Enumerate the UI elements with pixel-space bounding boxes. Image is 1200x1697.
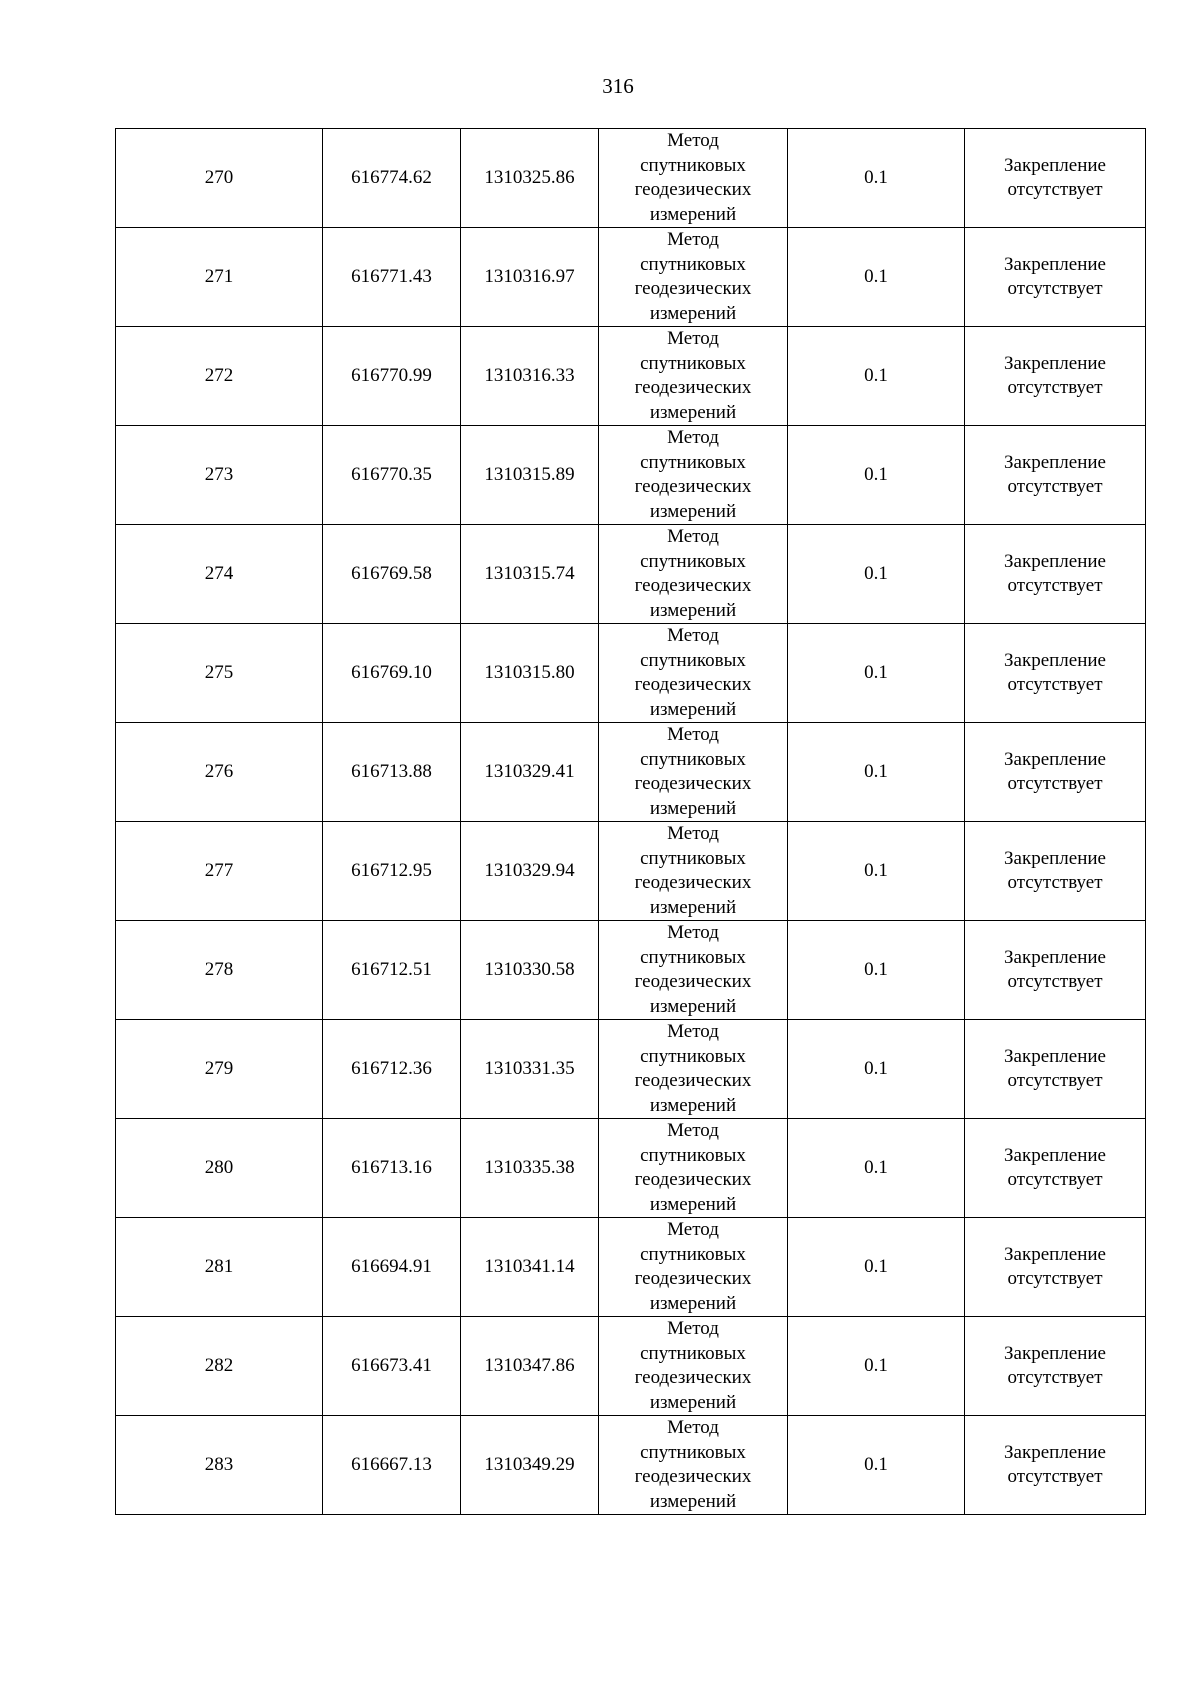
x-coordinate-cell: 616673.41 [323, 1317, 461, 1416]
fixation-text-line: отсутствует [1007, 476, 1103, 497]
method-text-line: измерений [649, 1193, 737, 1215]
point-number-cell: 273 [116, 426, 323, 525]
fixation-cell [965, 1020, 1146, 1119]
y-coordinate-cell: 1310341.14 [461, 1218, 599, 1317]
method-text-line: измерений [649, 1292, 737, 1314]
fixation-text-line: отсутствует [1007, 377, 1103, 398]
y-coordinate-cell: 1310349.29 [461, 1416, 599, 1515]
accuracy-cell: 0.1 [788, 327, 965, 426]
fixation-cell [965, 426, 1146, 525]
method-text-line: геодезических [634, 773, 752, 794]
fixation-cell [965, 1317, 1146, 1416]
fixation-cell [965, 129, 1146, 228]
method-text-line: геодезических [634, 377, 752, 398]
point-number-cell: 271 [116, 228, 323, 327]
point-number-cell: 279 [116, 1020, 323, 1119]
point-number-cell: 275 [116, 624, 323, 723]
table-row [116, 921, 1146, 1020]
x-coordinate-cell: 616771.43 [323, 228, 461, 327]
method-text-line: спутниковых [640, 1045, 746, 1067]
y-coordinate-cell: 1310316.97 [461, 228, 599, 327]
fixation-text-line: Закрепление [1004, 1144, 1106, 1166]
method-text-line: геодезических [634, 575, 752, 596]
method-text-line: Метод [667, 1021, 719, 1042]
fixation-text-line: Закрепление [1004, 1441, 1106, 1463]
table-row [116, 1218, 1146, 1317]
method-text-line: измерений [649, 599, 737, 621]
y-coordinate-cell: 1310325.86 [461, 129, 599, 228]
method-text-line: Метод [667, 130, 719, 151]
table-row [116, 723, 1146, 822]
method-text-line: спутниковых [640, 1144, 746, 1166]
accuracy-cell: 0.1 [788, 624, 965, 723]
table-row [116, 822, 1146, 921]
table-row [116, 1416, 1146, 1515]
accuracy-cell: 0.1 [788, 129, 965, 228]
method-text-line: спутниковых [640, 352, 746, 374]
method-text-line: измерений [649, 995, 737, 1017]
method-text-line: измерений [649, 302, 737, 324]
accuracy-cell: 0.1 [788, 426, 965, 525]
table-row [116, 327, 1146, 426]
point-number-cell: 276 [116, 723, 323, 822]
fixation-text-line: Закрепление [1004, 550, 1106, 572]
method-text-line: геодезических [634, 1367, 752, 1388]
table-body [116, 129, 1146, 1515]
method-text-line: геодезических [634, 1466, 752, 1487]
method-cell [599, 921, 788, 1020]
method-text-line: Метод [667, 526, 719, 547]
y-coordinate-cell: 1310316.33 [461, 327, 599, 426]
y-coordinate-cell: 1310331.35 [461, 1020, 599, 1119]
point-number-cell: 281 [116, 1218, 323, 1317]
fixation-cell [965, 723, 1146, 822]
accuracy-cell: 0.1 [788, 723, 965, 822]
method-cell [599, 327, 788, 426]
x-coordinate-cell: 616770.99 [323, 327, 461, 426]
fixation-text-line: Закрепление [1004, 847, 1106, 869]
method-text-line: спутниковых [640, 748, 746, 770]
method-text-line: измерений [649, 1094, 737, 1116]
accuracy-cell: 0.1 [788, 1119, 965, 1218]
y-coordinate-cell: 1310329.94 [461, 822, 599, 921]
x-coordinate-cell: 616769.58 [323, 525, 461, 624]
fixation-text-line: отсутствует [1007, 1466, 1103, 1487]
method-cell [599, 228, 788, 327]
fixation-text-line: отсутствует [1007, 971, 1103, 992]
table-row [116, 525, 1146, 624]
fixation-text-line: Закрепление [1004, 253, 1106, 275]
y-coordinate-cell: 1310315.89 [461, 426, 599, 525]
y-coordinate-cell: 1310330.58 [461, 921, 599, 1020]
method-text-line: спутниковых [640, 1243, 746, 1265]
method-text-line: Метод [667, 625, 719, 646]
x-coordinate-cell: 616667.13 [323, 1416, 461, 1515]
fixation-text-line: Закрепление [1004, 748, 1106, 770]
method-text-line: Метод [667, 724, 719, 745]
method-cell [599, 1416, 788, 1515]
y-coordinate-cell: 1310315.80 [461, 624, 599, 723]
accuracy-cell: 0.1 [788, 1020, 965, 1119]
method-text-line: геодезических [634, 1169, 752, 1190]
point-number-cell: 272 [116, 327, 323, 426]
method-cell [599, 129, 788, 228]
method-text-line: Метод [667, 922, 719, 943]
method-text-line: геодезических [634, 971, 752, 992]
fixation-cell [965, 624, 1146, 723]
method-text-line: геодезических [634, 1268, 752, 1289]
method-text-line: Метод [667, 328, 719, 349]
fixation-text-line: Закрепление [1004, 1243, 1106, 1265]
method-text-line: Метод [667, 427, 719, 448]
method-text-line: спутниковых [640, 253, 746, 275]
accuracy-cell: 0.1 [788, 228, 965, 327]
accuracy-cell: 0.1 [788, 921, 965, 1020]
fixation-text-line: Закрепление [1004, 451, 1106, 473]
method-text-line: спутниковых [640, 451, 746, 473]
point-number-cell: 270 [116, 129, 323, 228]
point-number-cell: 283 [116, 1416, 323, 1515]
method-text-line: геодезических [634, 179, 752, 200]
fixation-text-line: Закрепление [1004, 352, 1106, 374]
method-text-line: геодезических [634, 476, 752, 497]
table-row [116, 1317, 1146, 1416]
table-row [116, 426, 1146, 525]
method-cell [599, 1218, 788, 1317]
point-number-cell: 277 [116, 822, 323, 921]
method-text-line: спутниковых [640, 847, 746, 869]
accuracy-cell: 0.1 [788, 1317, 965, 1416]
table-row [116, 1020, 1146, 1119]
x-coordinate-cell: 616769.10 [323, 624, 461, 723]
method-text-line: геодезических [634, 1070, 752, 1091]
fixation-text-line: Закрепление [1004, 649, 1106, 671]
fixation-text-line: Закрепление [1004, 1045, 1106, 1067]
method-text-line: измерений [649, 1391, 737, 1413]
accuracy-cell: 0.1 [788, 1218, 965, 1317]
method-text-line: спутниковых [640, 1441, 746, 1463]
method-text-line: измерений [649, 1490, 737, 1512]
method-cell [599, 1119, 788, 1218]
method-cell [599, 426, 788, 525]
method-cell [599, 723, 788, 822]
method-text-line: измерений [649, 401, 737, 423]
fixation-text-line: Закрепление [1004, 154, 1106, 176]
method-text-line: Метод [667, 1120, 719, 1141]
y-coordinate-cell: 1310329.41 [461, 723, 599, 822]
method-text-line: измерений [649, 698, 737, 720]
accuracy-cell: 0.1 [788, 1416, 965, 1515]
method-text-line: измерений [649, 797, 737, 819]
method-text-line: измерений [649, 500, 737, 522]
fixation-text-line: отсутствует [1007, 872, 1103, 893]
fixation-text-line: отсутствует [1007, 1070, 1103, 1091]
fixation-text-line: Закрепление [1004, 1342, 1106, 1364]
page-number: 316 [602, 74, 634, 98]
method-text-line: геодезических [634, 674, 752, 695]
fixation-text-line: Закрепление [1004, 946, 1106, 968]
point-number-cell: 278 [116, 921, 323, 1020]
table-row [116, 1119, 1146, 1218]
accuracy-cell: 0.1 [788, 525, 965, 624]
method-text-line: Метод [667, 823, 719, 844]
method-cell [599, 1317, 788, 1416]
method-text-line: спутниковых [640, 154, 746, 176]
fixation-cell [965, 1119, 1146, 1218]
method-text-line: измерений [649, 896, 737, 918]
x-coordinate-cell: 616713.16 [323, 1119, 461, 1218]
method-text-line: Метод [667, 229, 719, 250]
point-number-cell: 274 [116, 525, 323, 624]
x-coordinate-cell: 616712.95 [323, 822, 461, 921]
fixation-text-line: отсутствует [1007, 773, 1103, 794]
table-row [116, 624, 1146, 723]
table-row [116, 129, 1146, 228]
fixation-text-line: отсутствует [1007, 1367, 1103, 1388]
x-coordinate-cell: 616770.35 [323, 426, 461, 525]
x-coordinate-cell: 616774.62 [323, 129, 461, 228]
method-text-line: Метод [667, 1219, 719, 1240]
method-cell [599, 1020, 788, 1119]
accuracy-cell: 0.1 [788, 822, 965, 921]
fixation-text-line: отсутствует [1007, 674, 1103, 695]
fixation-cell [965, 822, 1146, 921]
fixation-text-line: отсутствует [1007, 1268, 1103, 1289]
fixation-text-line: отсутствует [1007, 179, 1103, 200]
method-text-line: измерений [649, 203, 737, 225]
fixation-text-line: отсутствует [1007, 1169, 1103, 1190]
table-row [116, 228, 1146, 327]
fixation-cell [965, 921, 1146, 1020]
method-text-line: спутниковых [640, 550, 746, 572]
method-cell [599, 624, 788, 723]
coordinates-table [115, 128, 1146, 1515]
fixation-text-line: отсутствует [1007, 575, 1103, 596]
method-cell [599, 822, 788, 921]
x-coordinate-cell: 616712.36 [323, 1020, 461, 1119]
method-text-line: спутниковых [640, 946, 746, 968]
point-number-cell: 280 [116, 1119, 323, 1218]
method-text-line: спутниковых [640, 1342, 746, 1364]
y-coordinate-cell: 1310335.38 [461, 1119, 599, 1218]
fixation-cell [965, 228, 1146, 327]
fixation-cell [965, 327, 1146, 426]
method-text-line: Метод [667, 1417, 719, 1438]
method-text-line: Метод [667, 1318, 719, 1339]
x-coordinate-cell: 616694.91 [323, 1218, 461, 1317]
method-text-line: спутниковых [640, 649, 746, 671]
y-coordinate-cell: 1310315.74 [461, 525, 599, 624]
fixation-text-line: отсутствует [1007, 278, 1103, 299]
x-coordinate-cell: 616712.51 [323, 921, 461, 1020]
x-coordinate-cell: 616713.88 [323, 723, 461, 822]
fixation-cell [965, 1416, 1146, 1515]
fixation-cell [965, 525, 1146, 624]
method-text-line: геодезических [634, 278, 752, 299]
method-text-line: геодезических [634, 872, 752, 893]
method-cell [599, 525, 788, 624]
fixation-cell [965, 1218, 1146, 1317]
y-coordinate-cell: 1310347.86 [461, 1317, 599, 1416]
point-number-cell: 282 [116, 1317, 323, 1416]
